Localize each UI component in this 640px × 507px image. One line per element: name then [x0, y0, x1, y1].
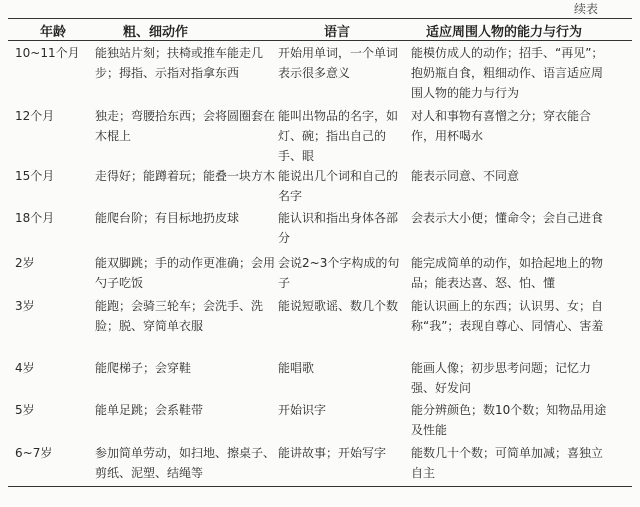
cell-motor: 走得好；能蹲着玩；能叠一块方木 — [95, 169, 276, 183]
cell-language: 能讲故事；开始写字 — [278, 446, 387, 460]
cell-age: 10~11个月 — [15, 46, 80, 60]
cell-language: 开始识字 — [278, 403, 327, 417]
cell-age: 2岁 — [15, 256, 35, 270]
cell-adaptation: 能分辨颜色；数10个数；知物品用途及性能 — [411, 403, 607, 437]
cell-adaptation: 能数几十个数；可简单加减；喜独立自主 — [411, 446, 604, 480]
table-header-rule — [8, 40, 632, 41]
cell-language: 能认识和指出身体各部分 — [278, 211, 399, 245]
cell-motor: 能爬梯子；会穿鞋 — [95, 361, 192, 375]
cell-language: 能叫出物品的名字，如灯、碗；指出自己的手、眼 — [278, 109, 399, 163]
cell-motor: 能爬台阶；有目标地扔皮球 — [95, 211, 240, 225]
cell-motor: 独走；弯腰拾东西；会将圆圈套在木棍上 — [95, 109, 276, 143]
cell-motor: 能单足跳；会系鞋带 — [95, 403, 204, 417]
cell-age: 4岁 — [15, 361, 35, 375]
cell-age: 12个月 — [15, 109, 55, 123]
cell-motor: 能独站片刻；扶椅或推车能走几步；拇指、示指对指拿东西 — [95, 46, 264, 80]
cell-age: 18个月 — [15, 211, 55, 225]
header-age: 年龄 — [40, 25, 67, 40]
cell-age: 15个月 — [15, 169, 55, 183]
cell-adaptation: 对人和事物有喜憎之分；穿衣能合作，用杯喝水 — [411, 109, 592, 143]
cell-motor: 参加简单劳动，如扫地、擦桌子、剪纸、泥塑、结绳等 — [95, 446, 276, 480]
cell-motor: 能双脚跳；手的动作更准确；会用勺子吃饭 — [95, 256, 276, 290]
cell-language: 会说2~3个字构成的句子 — [278, 256, 400, 290]
cell-language: 开始用单词，一个单词表示很多意义 — [278, 46, 399, 80]
cell-language: 能唱歌 — [278, 361, 315, 375]
cell-adaptation: 会表示大小便；懂命令；会自己进食 — [411, 211, 604, 225]
cell-adaptation: 能表示同意、不同意 — [411, 169, 520, 183]
cell-language: 能说短歌谣、数几个数 — [278, 299, 399, 313]
cell-language: 能说出几个词和自己的名字 — [278, 169, 399, 203]
continued-label: 续表 — [573, 2, 598, 16]
cell-age: 5岁 — [15, 403, 35, 417]
cell-adaptation: 能完成简单的动作，如拾起地上的物品；能表达喜、怒、怕、懂 — [411, 256, 604, 290]
cell-motor: 能跑；会骑三轮车；会洗手、洗脸；脱、穿简单衣服 — [95, 299, 264, 333]
table-bottom-rule — [8, 486, 632, 487]
cell-age: 3岁 — [15, 299, 35, 313]
cell-age: 6~7岁 — [15, 446, 53, 460]
cell-adaptation: 能画人像；初步思考问题；记忆力强、好发问 — [411, 361, 592, 395]
table-header — [8, 19, 632, 40]
cell-adaptation: 能认识画上的东西；认识男、女；自称“我”；表现自尊心、同情心、害羞 — [411, 299, 604, 333]
header-motor: 粗、细动作 — [123, 25, 189, 40]
header-language: 语言 — [324, 25, 351, 40]
header-adaptation: 适应周围人物的能力与行为 — [426, 25, 583, 40]
cell-adaptation: 能模仿成人的动作；招手、“再见”；抱奶瓶自食，粗细动作、语言适应周围人物的能力与行为 — [411, 46, 604, 100]
